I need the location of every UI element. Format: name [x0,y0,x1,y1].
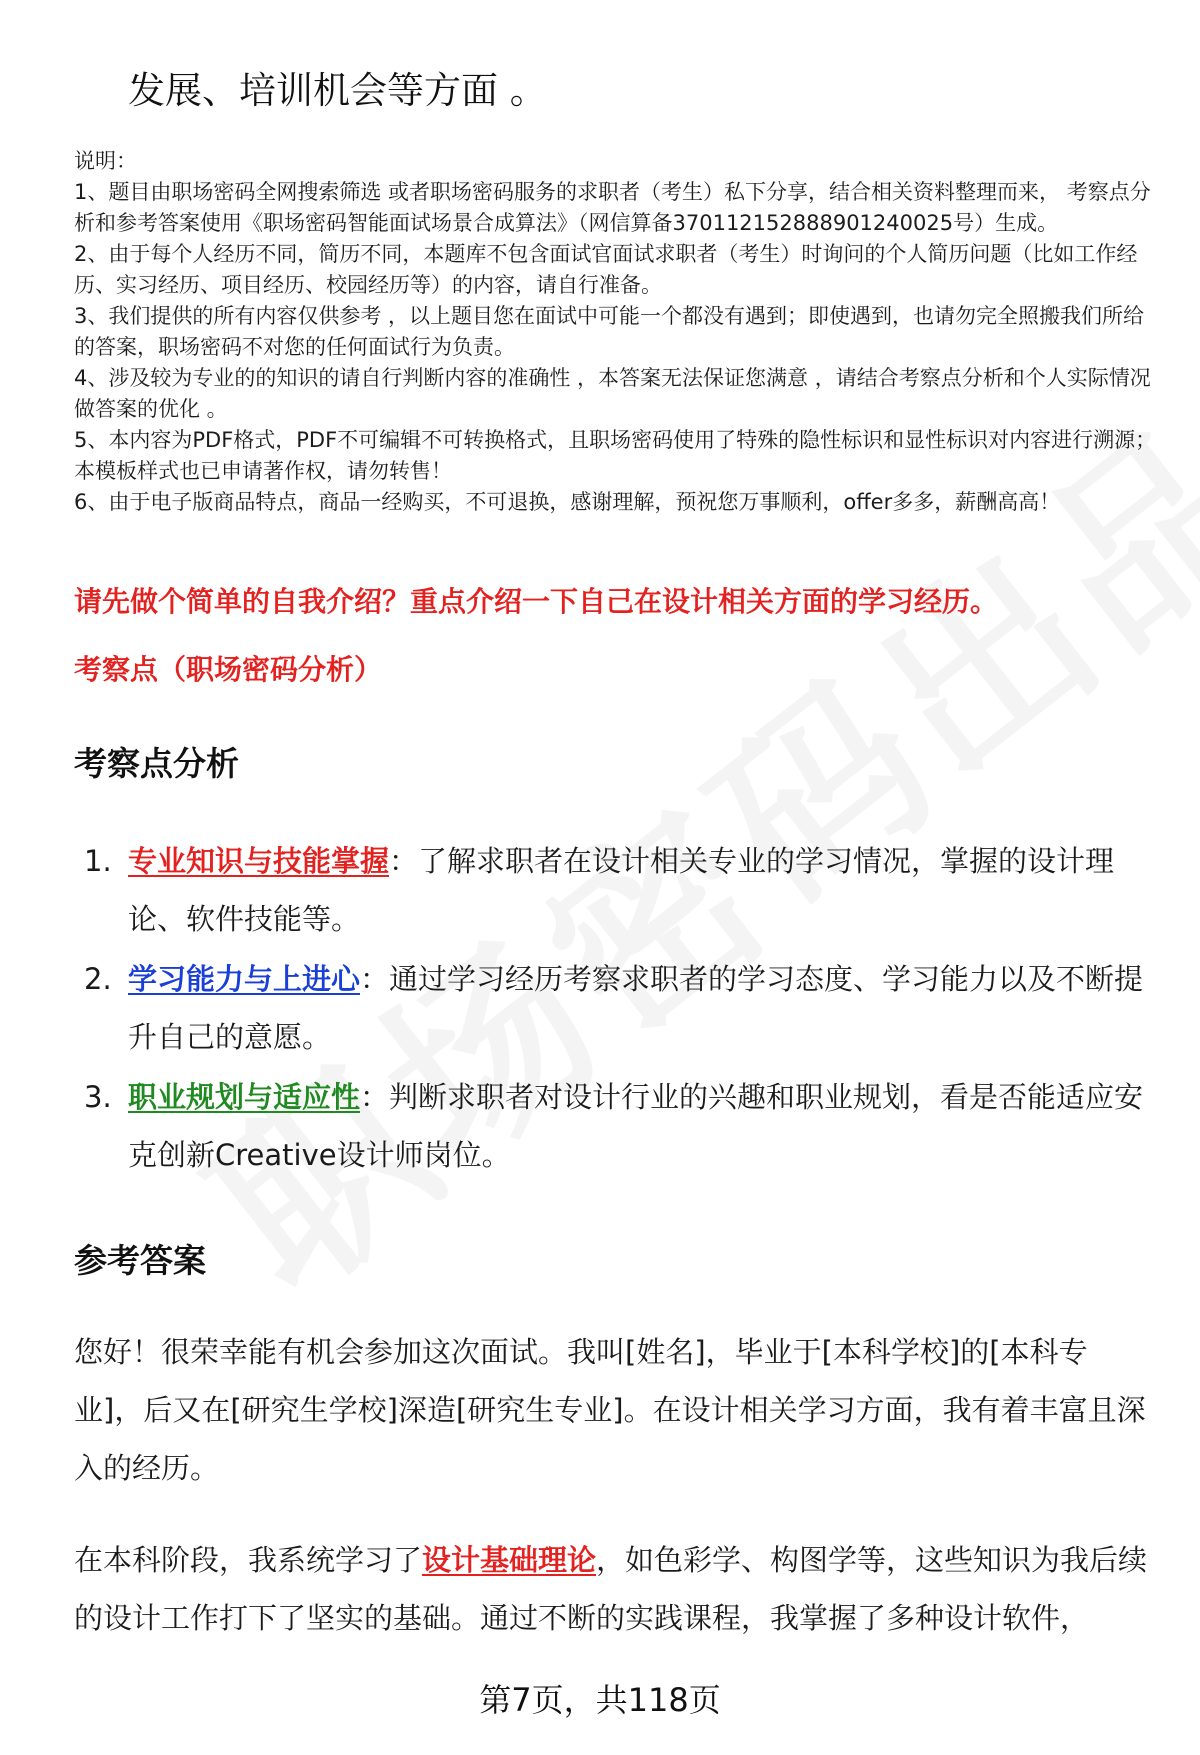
notes-item: 1、题目由职场密码全网搜索筛选 或者职场密码服务的求职者（考生）私下分享，结合相关资料整理而来， 考察点分析和参考答案使用《职场密码智能面试场景合成算法》（网信算备370112152888901240025号）生成。 [74,180,1151,235]
notes-item: 6、由于电子版商品特点，商品一经购买，不可退换，感谢理解，预祝您万事顺利，offer多多，薪酬高高！ [74,490,1061,514]
list-item [84,950,1144,1066]
list-item-text: 了解求职者在设计相关专业的学习情况，掌握的设计理论、软件技能等。 [128,844,1115,936]
list-number: 1. [84,844,112,878]
notes-item: 5、本内容为PDF格式，PDF不可编辑不可转换格式，且职场密码使用了特殊的隐性标识和显性标识对内容进行溯源；本模板样式也已申请著作权，请勿转售！ [74,428,1157,483]
colon: ： [360,1080,390,1114]
notes-title: 说明： [74,149,137,173]
notes-item: 2、由于每个人经历不同，简历不同，本题库不包含面试官面试求职者（考生）时询问的个人简历问题（比如工作经历、实习经历、项目经历、校园经历等）的内容，请自行准备。 [74,242,1138,297]
list-number: 3. [84,1080,112,1114]
focus-label: 考察点（职场密码分析） [74,653,383,686]
highlight-text: 设计基础理论 [422,1543,597,1577]
answer-heading: 参考答案 [74,1241,206,1280]
colon: ： [360,962,390,996]
list-item-text: 判断求职者对设计行业的兴趣和职业规划，看是否能适应安克创新Creative设计师岗位。 [128,1080,1144,1172]
notes-section [74,146,1164,518]
paragraph-text: 在本科阶段，我系统学习了 [74,1543,423,1577]
colon: ： [389,844,419,878]
answer-paragraph [74,1531,1154,1647]
page-number: 第7页，共118页 [479,1681,721,1719]
continued-text: 发展、培训机会等方面 。 [128,69,547,112]
list-item [84,832,1144,948]
interview-question: 请先做个简单的自我介绍？重点介绍一下自己在设计相关方面的学习经历。 [74,585,999,618]
keyword-highlight: 学习能力与上进心 [128,962,361,996]
list-item-text: 通过学习经历考察求职者的学习态度、学习能力以及不断提升自己的意愿。 [128,962,1144,1054]
list-item [84,1068,1144,1184]
keyword-highlight: 职业规划与适应性 [128,1080,361,1114]
analysis-heading: 考察点分析 [74,744,239,783]
answer-paragraph: 您好！很荣幸能有机会参加这次面试。我叫[姓名]，毕业于[本科学校]的[本科专业]，后又在[研究生学校]深造[研究生专业]。在设计相关学习方面，我有着丰富且深入的经历。 [74,1335,1146,1485]
keyword-highlight: 专业知识与技能掌握 [128,844,390,878]
paragraph-text: ，如色彩学、构图学等，这些知识为我后续的设计工作打下了坚实的基础。通过不断的实践课程，我掌握了多种设计软件， [74,1543,1148,1635]
analysis-list [84,832,1144,1186]
notes-item: 3、我们提供的所有内容仅供参考 ，以上题目您在面试中可能一个都没有遇到；即使遇到，也请勿完全照搬我们所给的答案，职场密码不对您的任何面试行为负责。 [74,304,1145,359]
notes-item: 4、涉及较为专业的的知识的请自行判断内容的准确性 ，本答案无法保证您满意 ，请结合考察点分析和个人实际情况做答案的优化 。 [74,366,1151,421]
list-number: 2. [84,962,112,996]
